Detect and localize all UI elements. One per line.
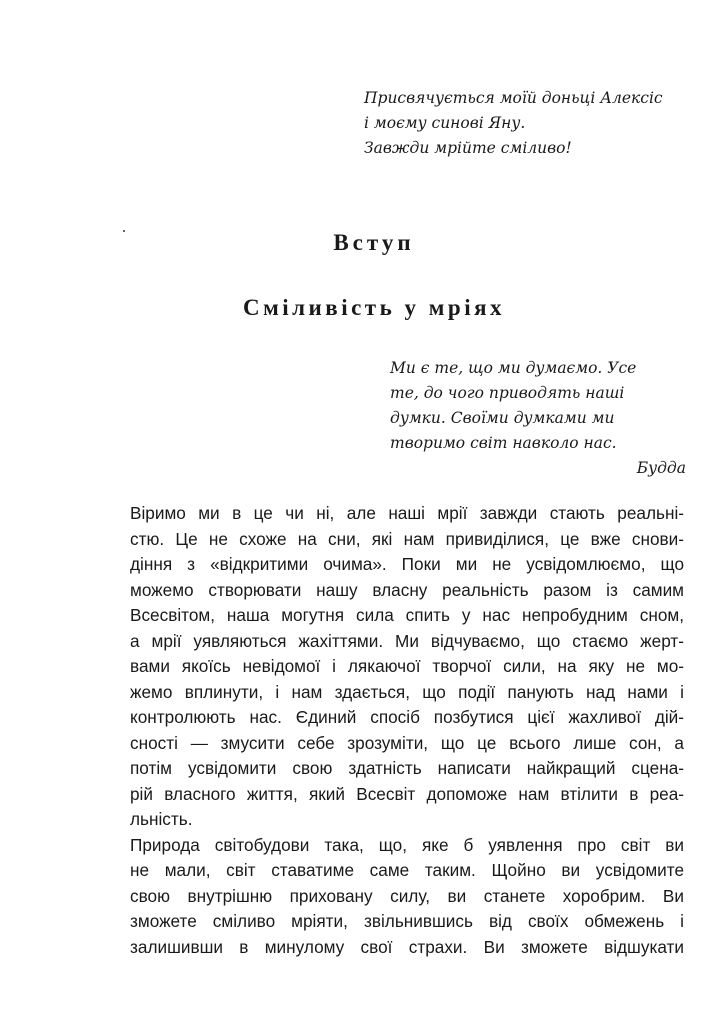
epigraph (390, 356, 686, 481)
epigraph-line: думки. Своїми думками ми (390, 409, 615, 427)
text-line: залишивши в минулому свої страхи. Ви зможете відшукати (130, 936, 684, 957)
epigraph-line: Ми є те, що ми думаємо. Усе (390, 359, 637, 377)
text-line: сності — змусити себе зрозуміти, що це всього лише сон, а (130, 732, 684, 753)
dedication-line: Завжди мрійте сміливо! (364, 139, 572, 157)
text-line: а мрії уявляються жахіттями. Ми відчуваємо, що стаємо жерт- (130, 630, 684, 651)
text-line: жемо вплинути, і нам здається, що події панують над нами і (130, 681, 684, 702)
paragraph-2 (130, 833, 684, 961)
text-line: зможете сміливо мріяти, звільнившись від своїх обмежень і (130, 911, 684, 931)
text-line: рій власного життя, який Всесвіт допоможе нам втілити в реа- (130, 783, 684, 804)
text-line: свою внутрішню приховану силу, ви станете хоробрим. Ви (130, 885, 684, 906)
text-line: стю. Це не схоже на сни, які нам привиділися, це вже снови- (130, 528, 684, 549)
text-line: вами якоїсь невідомої і лякаючої творчої сили, на яку не мо- (130, 656, 684, 676)
epigraph-line: творимо світ навколо нас. (390, 434, 617, 452)
text-line: Віримо ми в це чи ні, але наші мрії завжди стають реальні- (130, 503, 684, 523)
text-line: не мали, світ ставатиме саме таким. Щойно ви усвідомите (130, 860, 684, 880)
dedication-line: і моєму синові Яну. (364, 114, 526, 132)
text-line: контролюють нас. Єдиний спосіб позбутися цієї жахливої дій- (130, 707, 684, 727)
text-line: діння з «відкритими очима». Поки ми не усвідомлюємо, що (130, 554, 684, 574)
dedication-line: Присвячується моїй доньці Алексіс (364, 89, 663, 107)
chapter-label: Вступ (333, 230, 415, 255)
epigraph-line: те, до чого приводять наші (390, 384, 625, 402)
text-line: Природа світобудови така, що, яке б уявлення про світ ви (130, 834, 684, 855)
dedication (364, 86, 684, 161)
text-line: льність. (130, 809, 193, 829)
text-line: можемо створювати нашу власну реальність разом із самим (130, 579, 684, 600)
chapter-title: Сміливість у мріях (242, 295, 506, 320)
text-line: потім усвідомити свою здатність написати найкращий сцена- (130, 758, 684, 778)
paragraph-1 (130, 501, 684, 833)
body-text (130, 501, 684, 960)
text-line: Всесвітом, наша могутня сила спить у нас непробудним сном, (130, 605, 684, 625)
epigraph-author: Будда (636, 459, 686, 477)
